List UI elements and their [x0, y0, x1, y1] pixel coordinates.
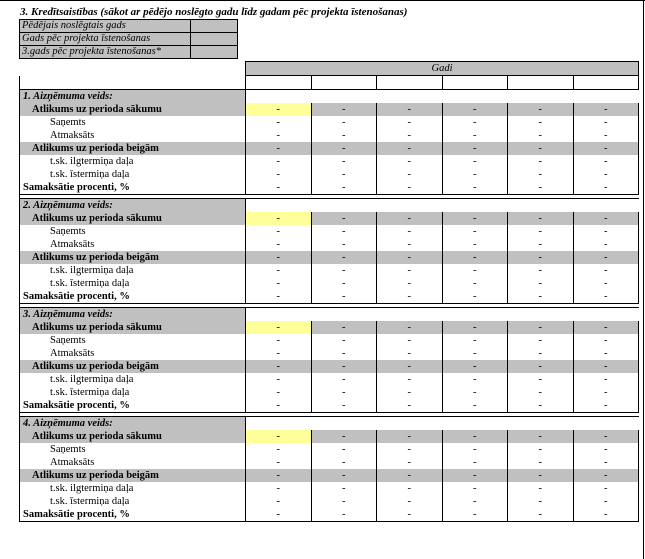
value-cell[interactable]: - [246, 264, 312, 277]
row-label: t.sk. īstermiņa daļa [20, 386, 246, 399]
row-label: Samaksātie procenti, % [20, 290, 246, 304]
value-cell[interactable]: - [508, 469, 574, 482]
value-cell[interactable]: - [377, 277, 443, 290]
value-cell[interactable]: - [246, 238, 312, 251]
value-cell[interactable]: - [573, 321, 639, 334]
value-cell[interactable]: - [246, 334, 312, 347]
value-cell[interactable]: - [442, 495, 508, 508]
value-cell[interactable]: - [377, 373, 443, 386]
value-cell[interactable]: - [377, 251, 443, 264]
row-short-term-part [20, 168, 639, 181]
row-label: t.sk. ilgtermiņa daļa [20, 264, 246, 277]
loan-title-row [20, 199, 639, 213]
value-cell[interactable]: - [508, 116, 574, 129]
value-cell[interactable]: - [246, 116, 312, 129]
value-cell[interactable]: - [311, 386, 377, 399]
value-cell[interactable]: - [508, 277, 574, 290]
row-long-term-part [20, 482, 639, 495]
row-interest-paid [20, 181, 639, 195]
value-cell[interactable]: - [573, 386, 639, 399]
row-start-balance [20, 212, 639, 225]
value-cell[interactable]: - [311, 334, 377, 347]
value-cell[interactable]: - [573, 142, 639, 155]
row-long-term-part [20, 264, 639, 277]
value-cell[interactable]: - [311, 430, 377, 443]
section-title: 3. Kredītsaistības (sākot ar pēdējo noslēgto gadu līdz gadam pēc projekta īstenošanas) [20, 6, 408, 18]
value-cell[interactable]: - [377, 290, 443, 304]
row-label: Saņemts [20, 334, 246, 347]
value-cell[interactable]: - [311, 399, 377, 413]
row-repaid [20, 347, 639, 360]
value-cell[interactable]: - [442, 347, 508, 360]
value-cell[interactable]: - [377, 129, 443, 142]
row-end-balance [20, 360, 639, 373]
value-cell[interactable]: - [246, 386, 312, 399]
value-cell[interactable]: - [246, 155, 312, 168]
frame-right-border [643, 0, 644, 559]
row-label: Atmaksāts [20, 238, 246, 251]
info-row [20, 33, 238, 46]
years-header-row [20, 62, 639, 76]
value-cell[interactable]: - [377, 456, 443, 469]
value-cell[interactable]: - [508, 238, 574, 251]
row-long-term-part [20, 155, 639, 168]
value-cell[interactable]: - [377, 347, 443, 360]
row-label: Atlikums uz perioda sākumu [20, 321, 246, 334]
row-label: Atmaksāts [20, 347, 246, 360]
value-cell[interactable]: - [246, 181, 312, 195]
value-cell[interactable]: - [442, 103, 508, 116]
row-label: Saņemts [20, 116, 246, 129]
row-label: Saņemts [20, 225, 246, 238]
value-cell[interactable]: - [246, 212, 312, 225]
value-cell[interactable]: - [246, 225, 312, 238]
value-cell[interactable]: - [246, 347, 312, 360]
value-cell[interactable]: - [508, 443, 574, 456]
value-cell[interactable]: - [246, 142, 312, 155]
value-cell[interactable]: - [311, 264, 377, 277]
info-label-third-year-after-project: 3.gads pēc projekta īstenošanas* [20, 46, 191, 59]
row-label: t.sk. īstermiņa daļa [20, 277, 246, 290]
row-label: Atlikums uz perioda sākumu [20, 212, 246, 225]
row-label: Atmaksāts [20, 456, 246, 469]
value-cell[interactable]: - [311, 482, 377, 495]
value-cell[interactable]: - [311, 225, 377, 238]
value-cell[interactable]: - [508, 142, 574, 155]
value-cell[interactable]: - [442, 443, 508, 456]
year-column-header[interactable] [311, 76, 377, 90]
loan-title-row [20, 90, 639, 104]
value-cell[interactable]: - [442, 116, 508, 129]
row-repaid [20, 129, 639, 142]
row-end-balance [20, 251, 639, 264]
value-cell[interactable]: - [246, 508, 312, 522]
value-cell[interactable]: - [377, 212, 443, 225]
value-cell[interactable]: - [311, 129, 377, 142]
row-interest-paid [20, 399, 639, 413]
value-cell[interactable]: - [246, 373, 312, 386]
info-value-last-closed-year[interactable] [191, 20, 238, 33]
value-cell[interactable]: - [573, 181, 639, 195]
frame-top-border [0, 0, 645, 1]
value-cell[interactable]: - [311, 469, 377, 482]
value-cell[interactable]: - [377, 181, 443, 195]
value-cell[interactable]: - [508, 482, 574, 495]
value-cell[interactable]: - [508, 360, 574, 373]
loan-title-row [20, 417, 639, 431]
value-cell[interactable]: - [311, 238, 377, 251]
value-cell[interactable]: - [311, 456, 377, 469]
value-cell[interactable]: - [508, 399, 574, 413]
value-cell[interactable]: - [442, 168, 508, 181]
row-label: Atmaksāts [20, 129, 246, 142]
value-cell[interactable]: - [442, 251, 508, 264]
info-label-year-after-project: Gads pēc projekta īstenošanas [20, 33, 191, 46]
value-cell[interactable]: - [246, 168, 312, 181]
value-cell[interactable]: - [442, 238, 508, 251]
row-received [20, 116, 639, 129]
value-cell[interactable]: - [377, 103, 443, 116]
value-cell[interactable]: - [442, 430, 508, 443]
value-cell[interactable]: - [377, 155, 443, 168]
info-table [19, 19, 238, 59]
value-cell[interactable]: - [442, 155, 508, 168]
value-cell[interactable]: - [508, 290, 574, 304]
value-cell[interactable]: - [442, 277, 508, 290]
value-cell[interactable]: - [442, 482, 508, 495]
value-cell[interactable]: - [377, 386, 443, 399]
loan-type-input[interactable] [246, 199, 639, 213]
loan-type-input[interactable] [246, 417, 639, 431]
value-cell[interactable]: - [311, 443, 377, 456]
value-cell[interactable]: - [508, 495, 574, 508]
row-end-balance [20, 142, 639, 155]
value-cell[interactable]: - [573, 290, 639, 304]
value-cell[interactable]: - [377, 495, 443, 508]
row-received [20, 225, 639, 238]
value-cell[interactable]: - [377, 334, 443, 347]
row-start-balance [20, 103, 639, 116]
row-label: Atlikums uz perioda beigām [20, 251, 246, 264]
value-cell[interactable]: - [377, 142, 443, 155]
value-cell[interactable]: - [377, 116, 443, 129]
value-cell[interactable]: - [442, 321, 508, 334]
value-cell[interactable]: - [573, 238, 639, 251]
row-start-balance [20, 321, 639, 334]
value-cell[interactable]: - [442, 386, 508, 399]
value-cell[interactable]: - [311, 168, 377, 181]
value-cell[interactable]: - [508, 225, 574, 238]
row-long-term-part [20, 373, 639, 386]
value-cell[interactable]: - [442, 212, 508, 225]
year-columns-spacer [20, 76, 246, 90]
info-value-third-year-after-project[interactable] [191, 46, 238, 59]
value-cell[interactable]: - [573, 264, 639, 277]
row-label: t.sk. īstermiņa daļa [20, 495, 246, 508]
row-repaid [20, 238, 639, 251]
value-cell[interactable]: - [377, 321, 443, 334]
value-cell[interactable]: - [311, 142, 377, 155]
value-cell[interactable]: - [508, 334, 574, 347]
row-start-balance [20, 430, 639, 443]
value-cell[interactable]: - [246, 469, 312, 482]
value-cell[interactable]: - [377, 508, 443, 522]
loan-type-input[interactable] [246, 308, 639, 322]
credit-obligations-table [19, 61, 639, 522]
value-cell[interactable]: - [573, 155, 639, 168]
value-cell[interactable]: - [246, 277, 312, 290]
value-cell[interactable]: - [508, 508, 574, 522]
value-cell[interactable]: - [573, 360, 639, 373]
value-cell[interactable]: - [377, 264, 443, 277]
value-cell[interactable]: - [573, 103, 639, 116]
value-cell[interactable]: - [311, 155, 377, 168]
info-row [20, 20, 238, 33]
value-cell[interactable]: - [377, 482, 443, 495]
row-label: Samaksātie procenti, % [20, 181, 246, 195]
value-cell[interactable]: - [573, 277, 639, 290]
value-cell[interactable]: - [573, 469, 639, 482]
value-cell[interactable]: - [246, 129, 312, 142]
value-cell[interactable]: - [442, 334, 508, 347]
loan-title-row [20, 308, 639, 322]
loan-type-input[interactable] [246, 90, 639, 104]
value-cell[interactable]: - [508, 212, 574, 225]
value-cell[interactable]: - [442, 264, 508, 277]
loan-type-title: 4. Aizņēmuma veids: [20, 417, 246, 431]
value-cell[interactable]: - [442, 508, 508, 522]
value-cell[interactable]: - [311, 508, 377, 522]
value-cell[interactable]: - [573, 508, 639, 522]
value-cell[interactable]: - [246, 360, 312, 373]
year-column-header[interactable] [442, 76, 508, 90]
value-cell[interactable]: - [573, 430, 639, 443]
value-cell[interactable]: - [311, 495, 377, 508]
row-short-term-part [20, 495, 639, 508]
row-received [20, 334, 639, 347]
row-label: t.sk. ilgtermiņa daļa [20, 373, 246, 386]
row-label: t.sk. īstermiņa daļa [20, 168, 246, 181]
value-cell[interactable]: - [573, 334, 639, 347]
value-cell[interactable]: - [573, 347, 639, 360]
year-column-header[interactable] [573, 76, 639, 90]
value-cell[interactable]: - [311, 181, 377, 195]
value-cell[interactable]: - [311, 103, 377, 116]
year-columns-row [20, 76, 639, 90]
value-cell[interactable]: - [442, 142, 508, 155]
value-cell[interactable]: - [442, 469, 508, 482]
info-label-last-closed-year: Pēdējais noslēgtais gads [20, 20, 191, 33]
row-label: Atlikums uz perioda beigām [20, 360, 246, 373]
row-label: Samaksātie procenti, % [20, 399, 246, 413]
value-cell[interactable]: - [573, 116, 639, 129]
value-cell[interactable]: - [573, 373, 639, 386]
value-cell[interactable]: - [246, 399, 312, 413]
value-cell[interactable]: - [508, 155, 574, 168]
value-cell[interactable]: - [508, 181, 574, 195]
row-repaid [20, 456, 639, 469]
value-cell[interactable]: - [246, 103, 312, 116]
loan-type-title: 2. Aizņēmuma veids: [20, 199, 246, 213]
row-short-term-part [20, 277, 639, 290]
value-cell[interactable]: - [573, 443, 639, 456]
value-cell[interactable]: - [442, 225, 508, 238]
value-cell[interactable]: - [311, 373, 377, 386]
value-cell[interactable]: - [377, 430, 443, 443]
value-cell[interactable]: - [573, 251, 639, 264]
value-cell[interactable]: - [442, 373, 508, 386]
row-short-term-part [20, 386, 639, 399]
value-cell[interactable]: - [508, 386, 574, 399]
row-label: Samaksātie procenti, % [20, 508, 246, 522]
value-cell[interactable]: - [246, 482, 312, 495]
value-cell[interactable]: - [442, 360, 508, 373]
value-cell[interactable]: - [573, 399, 639, 413]
value-cell[interactable]: - [573, 482, 639, 495]
value-cell[interactable]: - [311, 277, 377, 290]
info-row [20, 46, 238, 59]
value-cell[interactable]: - [442, 181, 508, 195]
value-cell[interactable]: - [246, 456, 312, 469]
row-end-balance [20, 469, 639, 482]
value-cell[interactable]: - [508, 129, 574, 142]
value-cell[interactable]: - [508, 347, 574, 360]
years-header-spacer [20, 62, 246, 76]
row-interest-paid [20, 508, 639, 522]
loan-type-title: 1. Aizņēmuma veids: [20, 90, 246, 104]
value-cell[interactable]: - [508, 264, 574, 277]
value-cell[interactable]: - [508, 168, 574, 181]
row-interest-paid [20, 290, 639, 304]
year-column-header[interactable] [377, 76, 443, 90]
value-cell[interactable]: - [508, 251, 574, 264]
value-cell[interactable]: - [573, 168, 639, 181]
row-received [20, 443, 639, 456]
row-label: Atlikums uz perioda sākumu [20, 430, 246, 443]
value-cell[interactable]: - [377, 360, 443, 373]
years-header-label: Gadi [246, 62, 639, 76]
info-value-year-after-project[interactable] [191, 33, 238, 46]
value-cell[interactable]: - [442, 399, 508, 413]
value-cell[interactable]: - [311, 347, 377, 360]
value-cell[interactable]: - [246, 290, 312, 304]
value-cell[interactable]: - [377, 443, 443, 456]
value-cell[interactable]: - [508, 103, 574, 116]
value-cell[interactable]: - [377, 469, 443, 482]
value-cell[interactable]: - [442, 290, 508, 304]
value-cell[interactable]: - [311, 360, 377, 373]
value-cell[interactable]: - [311, 251, 377, 264]
value-cell[interactable]: - [442, 456, 508, 469]
value-cell[interactable]: - [246, 321, 312, 334]
row-label: t.sk. ilgtermiņa daļa [20, 155, 246, 168]
value-cell[interactable]: - [246, 443, 312, 456]
value-cell[interactable]: - [508, 430, 574, 443]
value-cell[interactable]: - [311, 321, 377, 334]
year-column-header[interactable] [508, 76, 574, 90]
value-cell[interactable]: - [508, 321, 574, 334]
year-column-header[interactable] [246, 76, 312, 90]
row-label: Atlikums uz perioda sākumu [20, 103, 246, 116]
value-cell[interactable]: - [246, 430, 312, 443]
value-cell[interactable]: - [573, 225, 639, 238]
value-cell[interactable]: - [377, 168, 443, 181]
value-cell[interactable]: - [377, 225, 443, 238]
value-cell[interactable]: - [573, 212, 639, 225]
row-label: Saņemts [20, 443, 246, 456]
value-cell[interactable]: - [246, 251, 312, 264]
value-cell[interactable]: - [377, 399, 443, 413]
value-cell[interactable]: - [311, 116, 377, 129]
value-cell[interactable]: - [377, 238, 443, 251]
value-cell[interactable]: - [246, 495, 312, 508]
value-cell[interactable]: - [573, 495, 639, 508]
value-cell[interactable]: - [442, 129, 508, 142]
value-cell[interactable]: - [311, 290, 377, 304]
row-label: t.sk. ilgtermiņa daļa [20, 482, 246, 495]
value-cell[interactable]: - [508, 456, 574, 469]
row-label: Atlikums uz perioda beigām [20, 469, 246, 482]
loan-type-title: 3. Aizņēmuma veids: [20, 308, 246, 322]
value-cell[interactable]: - [508, 373, 574, 386]
value-cell[interactable]: - [311, 212, 377, 225]
value-cell[interactable]: - [573, 456, 639, 469]
value-cell[interactable]: - [573, 129, 639, 142]
row-label: Atlikums uz perioda beigām [20, 142, 246, 155]
